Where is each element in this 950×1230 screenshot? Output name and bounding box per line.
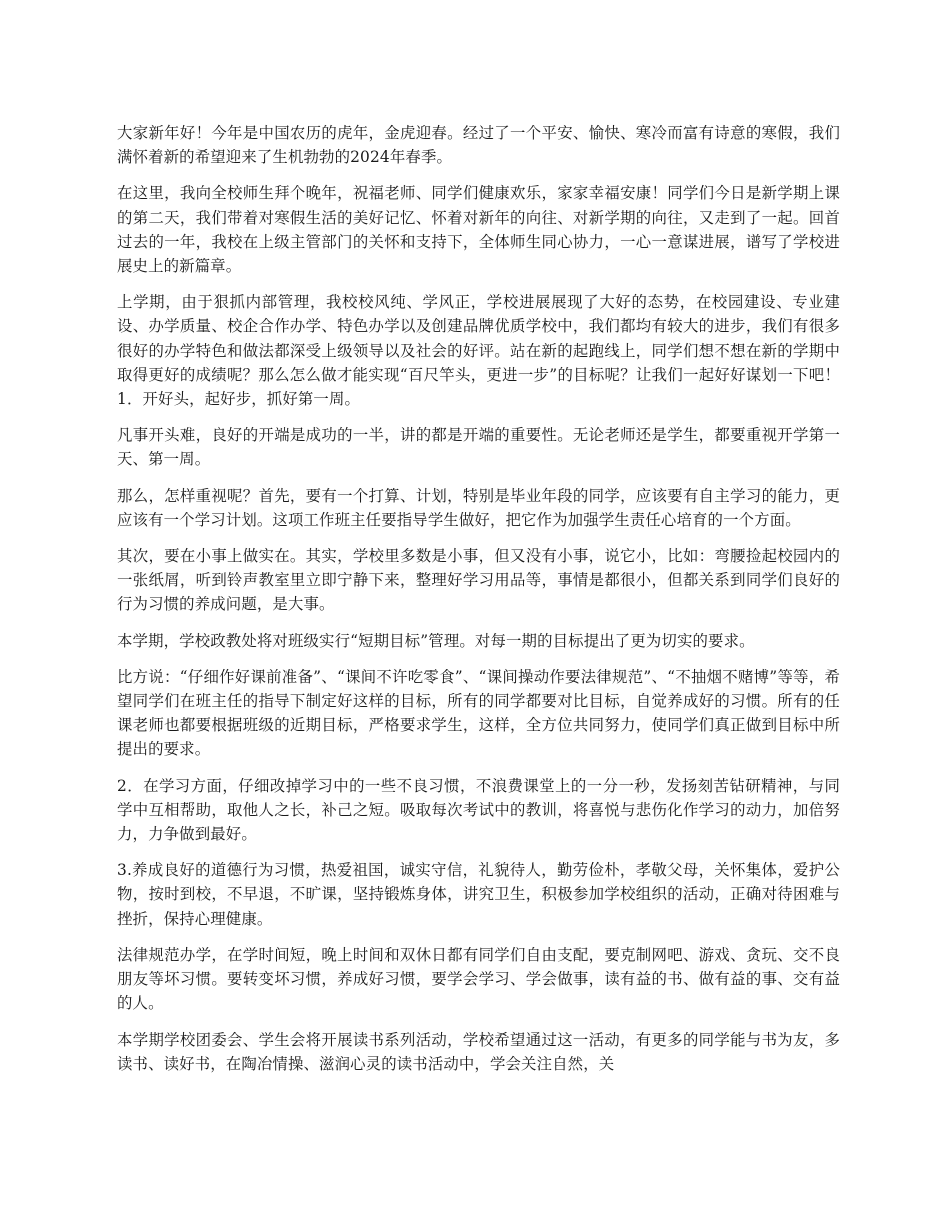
document-page	[117, 121, 840, 1088]
paragraph: 法律规范办学，在学时间短，晚上时间和双休日都有同学们自由支配，要克制网吧、游戏、贪玩、交不良朋友等坏习惯。要转变坏习惯，养成好习惯，要学会学习、学会做事，读有益的书、做有益的事、交有益的人。	[117, 945, 840, 1013]
paragraph: 3.养成良好的道德行为习惯，热爱祖国，诚实守信，礼貌待人，勤劳俭朴，孝敬父母，关怀集体，爱护公物，按时到校，不早退，不旷课，坚持锻炼身体，讲究卫生，积极参加学校组织的活动，正确对待困难与挫折，保持心理健康。	[117, 861, 840, 928]
paragraph: 2．在学习方面，仔细改掉学习中的一些不良习惯，不浪费课堂上的一分一秒，发扬刻苦钻研精神，与同学中互相帮助，取他人之长，补己之短。吸取每次考试中的教训，将喜悦与悲伤化作学习的动力，加倍努力，力争做到最好。	[117, 776, 840, 844]
paragraph: 本学期学校团委会、学生会将开展读书系列活动，学校希望通过这一活动，有更多的同学能与书为友，多读书、读好书，在陶冶情操、滋润心灵的读书活动中，学会关注自然，关	[117, 1030, 840, 1073]
paragraph: 比方说：“仔细作好课前准备”、“课间不许吃零食”、“课间操动作要法律规范”、“不抽烟不赌博”等等，希望同学们在班主任的指导下制定好这样的目标，所有的同学都要对比目标，自觉养成好的习惯。所有的任课老师也都要根据班级的近期目标，严格要求学生，这样，全方位共同努力，使同学们真正做到目标中所提出的要求。	[117, 667, 840, 759]
paragraph: 大家新年好！今年是中国农历的虎年，金虎迎春。经过了一个平安、愉快、寒冷而富有诗意的寒假，我们满怀着新的希望迎来了生机勃勃的2024年春季。	[117, 124, 840, 167]
paragraph: 那么，怎样重视呢？首先，要有一个打算、计划，特别是毕业年段的同学，应该要有自主学习的能力，更应该有一个学习计划。这项工作班主任要指导学生做好，把它作为加强学生责任心培育的一个方面。	[117, 486, 840, 529]
paragraph: 在这里，我向全校师生拜个晚年，祝福老师、同学们健康欢乐，家家幸福安康！同学们今日是新学期上课的第二天，我们带着对寒假生活的美好记忆、怀着对新年的向往、对新学期的向往，又走到了一起。回首过去的一年，我校在上级主管部门的关怀和支持下，全体师生同心协力，一心一意谋进展，谱写了学校进展史上的新篇章。	[117, 184, 840, 276]
paragraph: 其次，要在小事上做实在。其实，学校里多数是小事，但又没有小事，说它小，比如：弯腰捡起校园内的一张纸屑，听到铃声教室里立即宁静下来，整理好学习用品等，事情是都很小，但都关系到同学们良好的行为习惯的养成问题，是大事。	[117, 547, 840, 614]
paragraph: 凡事开头难，良好的开端是成功的一半，讲的都是开端的重要性。无论老师还是学生，都要重视开学第一天、第一周。	[117, 426, 840, 469]
paragraph: 本学期，学校政教处将对班级实行“短期目标”管理。对每一期的目标提出了更为切实的要求。	[117, 631, 755, 650]
paragraph: 上学期，由于狠抓内部管理，我校校风纯、学风正，学校进展展现了大好的态势，在校园建设、专业建设、办学质量、校企合作办学、特色办学以及创建品牌优质学校中，我们都均有较大的进步，我们有很多很好的办学特色和做法都深受上级领导以及社会的好评。站在新的起跑线上，同学们想不想在新的学期中取得更好的成绩呢？那么怎么做才能实现“百尺竿头，更进一步”的目标呢？让我们一起好好谋划一下吧！1．开好头，起好步，抓好第一周。	[117, 293, 840, 409]
